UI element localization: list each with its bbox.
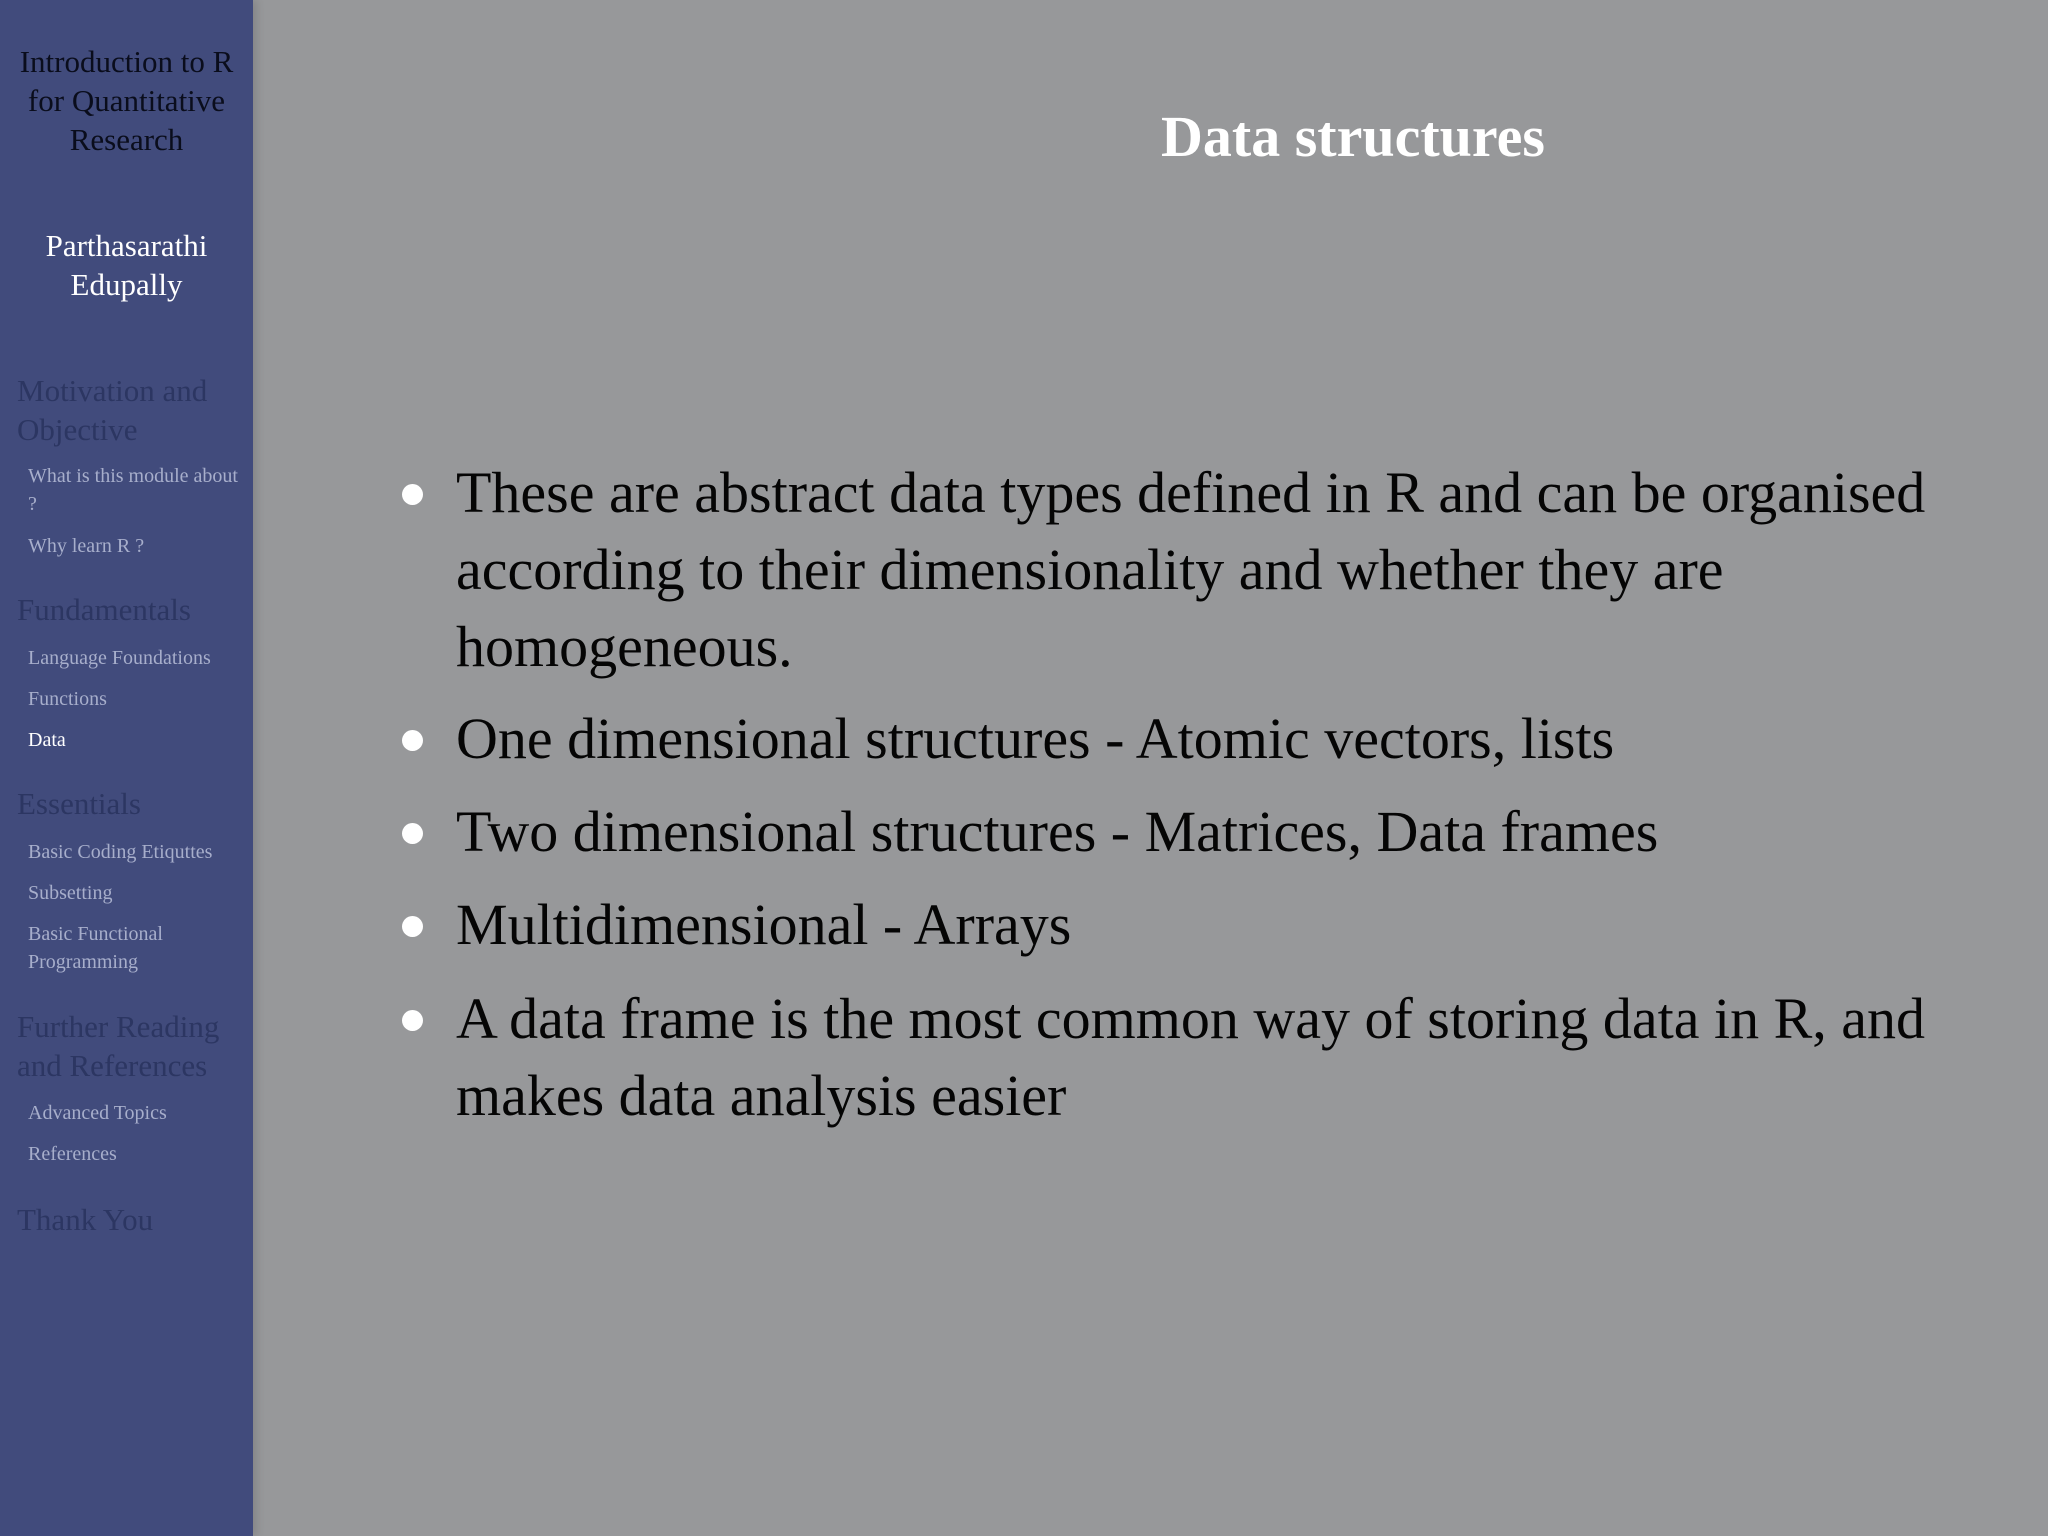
nav-item-basic-functional-programming[interactable]: Basic Functional Programming [28,923,163,973]
sidebar [0,0,253,1536]
bullet-dot-icon [402,1010,423,1031]
nav-item-what-is-this-module[interactable]: What is this module about ? [28,465,238,515]
bullet-item [456,454,2016,685]
nav-section-fundamentals[interactable]: Fundamentals [17,592,191,627]
bullet-dot-icon [402,823,423,844]
nav-item-language-foundations[interactable]: Language Foundations [28,647,211,669]
bullet-text: Multidimensional - Arrays [456,892,1072,957]
deck-title: Introduction to R for Quantitative Research [19,44,234,157]
bullet-item [456,886,2016,963]
bullet-text: One dimensional structures - Atomic vectors, lists [456,706,1615,771]
bullet-dot-icon [402,916,423,937]
bullet-item [456,700,2016,777]
nav-item-functions[interactable]: Functions [28,688,107,710]
nav-section-thank-you[interactable]: Thank You [17,1202,154,1237]
bullet-dot-icon [402,484,423,505]
bullet-text: Two dimensional structures - Matrices, Data frames [456,799,1659,864]
nav-item-subsetting[interactable]: Subsetting [28,882,113,904]
slide-content [253,0,2048,1536]
nav-item-data[interactable]: Data [28,729,66,751]
nav-item-basic-coding-etiquttes[interactable]: Basic Coding Etiquttes [28,841,213,863]
bullet-text: These are abstract data types defined in R and can be organised according to their dimensionality and whether they are homogeneous. [456,460,1926,679]
slide-title: Data structures [1161,104,1545,169]
bullet-dot-icon [402,730,423,751]
nav-item-references[interactable]: References [28,1143,117,1165]
nav-section-motivation[interactable]: Motivation and Objective [17,373,208,447]
bullet-text: A data frame is the most common way of storing data in R, and makes data analysis easier [456,986,1926,1128]
nav-section-essentials[interactable]: Essentials [17,786,141,821]
nav-section-further-reading[interactable]: Further Reading and References [17,1009,220,1083]
bullet-item [456,793,2016,870]
deck-author: Parthasarathi Edupally [45,228,208,302]
bullet-item [456,980,2016,1134]
nav-item-advanced-topics[interactable]: Advanced Topics [28,1102,167,1124]
nav-item-why-learn-r[interactable]: Why learn R ? [28,535,145,557]
